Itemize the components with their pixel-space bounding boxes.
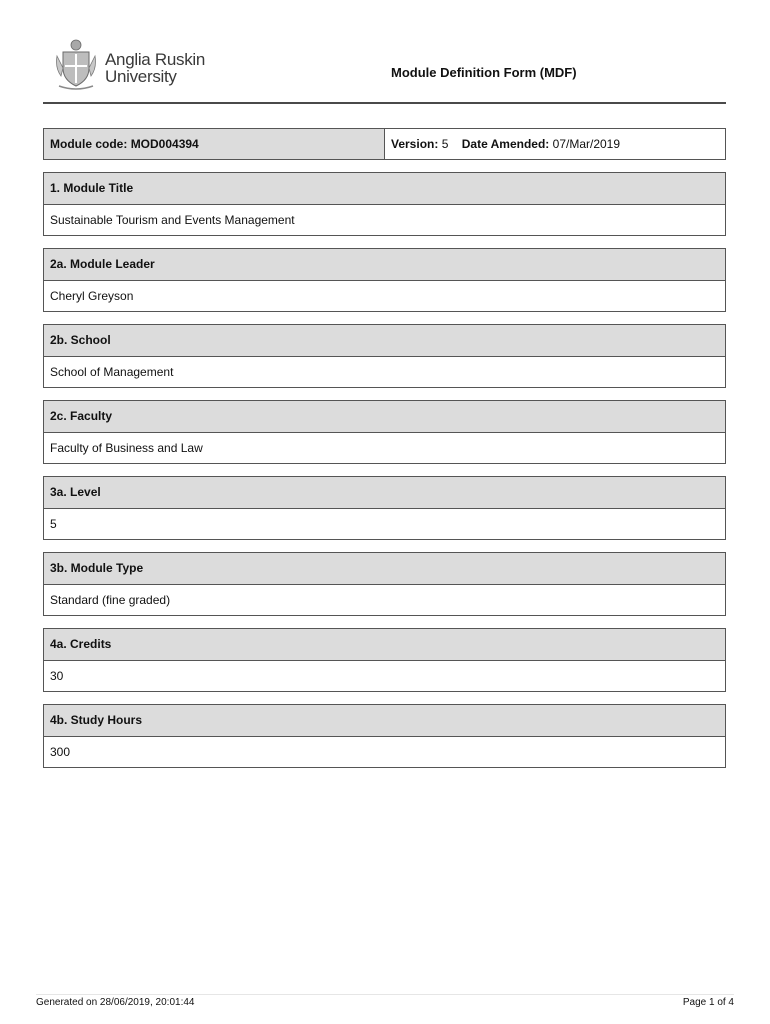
section-value: Sustainable Tourism and Events Management — [50, 213, 295, 227]
footer-divider — [36, 994, 734, 995]
header-divider — [43, 102, 726, 104]
section-value: 300 — [50, 745, 71, 759]
section-school — [43, 324, 726, 388]
generated-timestamp: Generated on 28/06/2019, 20:01:44 — [36, 997, 195, 1008]
date-amended-value: 07/Mar/2019 — [552, 137, 621, 151]
module-code-label: Module code: — [50, 137, 128, 151]
module-code-row — [43, 128, 726, 160]
section-heading: 3a. Level — [44, 477, 725, 509]
section-value: Standard (fine graded) — [50, 593, 171, 607]
university-logo — [55, 38, 255, 90]
section-heading: 2b. School — [44, 325, 725, 357]
module-code-value: MOD004394 — [130, 137, 199, 151]
section-module-leader — [43, 248, 726, 312]
module-code-cell — [44, 129, 385, 159]
section-value: 5 — [50, 517, 57, 531]
section-value: Faculty of Business and Law — [50, 441, 203, 455]
section-level — [43, 476, 726, 540]
date-amended-label: Date Amended: — [461, 137, 550, 151]
section-value: 30 — [50, 669, 64, 683]
section-faculty — [43, 400, 726, 464]
version-value: 5 — [441, 137, 449, 151]
version-label: Version: — [391, 137, 439, 151]
section-heading: 4b. Study Hours — [44, 705, 725, 737]
form-sections — [43, 172, 726, 780]
section-heading: 2c. Faculty — [44, 401, 725, 433]
section-credits — [43, 628, 726, 692]
logo-wordmark — [105, 51, 205, 85]
page-number: Page 1 of 4 — [682, 997, 734, 1008]
section-module-title — [43, 172, 726, 236]
logo-line-2: University — [105, 67, 177, 86]
form-title: Module Definition Form (MDF) — [391, 65, 577, 80]
section-value: School of Management — [50, 365, 174, 379]
university-crest-icon — [55, 38, 97, 90]
logo-line-1: Anglia Ruskin — [105, 50, 206, 69]
section-heading: 1. Module Title — [44, 173, 725, 205]
section-study-hours — [43, 704, 726, 768]
section-heading: 3b. Module Type — [44, 553, 725, 585]
page-header — [43, 36, 726, 102]
section-module-type — [43, 552, 726, 616]
section-heading: 2a. Module Leader — [44, 249, 725, 281]
version-cell — [385, 129, 725, 159]
section-value: Cheryl Greyson — [50, 289, 134, 303]
section-heading: 4a. Credits — [44, 629, 725, 661]
